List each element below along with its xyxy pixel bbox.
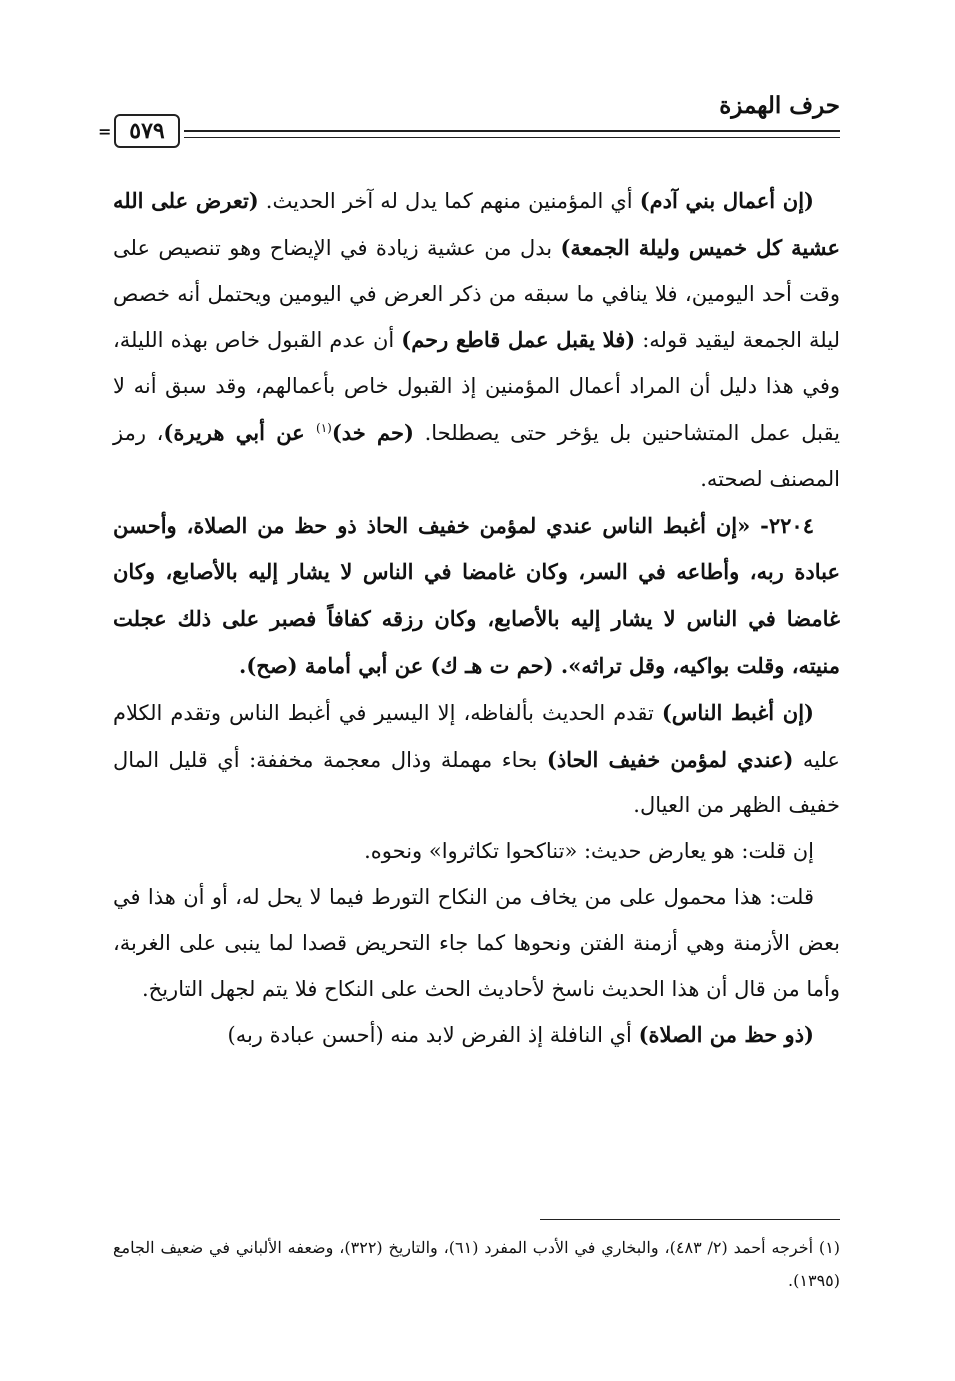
hadith-text: ٢٢٠٤- «إن أغبط الناس عندي لمؤمن خفيف الحاذ ذو حظ من الصلاة، وأحسن عبادة ربه، وأطاعه في السر، وكان غامضا في الناس لا يشار إليه بالأصابع، وكان غامضا في الناس لا يشار إليه بالأصابع، وكان رزقه كفافاً فصبر على ذلك عجلت منيته، وقلت بواكيه، وقل تراثه». (حم ت هـ ك) عن أبي أمامة (صح). [113,512,840,678]
quote-2: (تعرض على الله عشية كل خميس وليلة الجمعة) [113,188,840,260]
narrator: عن أبي هريرة) [163,419,316,445]
page-header [98,92,840,156]
paragraph-5: قلت: هذا محمول على من يخاف من النكاح التورط فيما لا يحل له، أو أن هذا في بعض الأزمنة وهي أزمنة الفتن ونحوها كما جاء التحريض قصدا لما ينبى على الغربة، وأما من قال أن هذا الحديث ناسخ لأحاديث الحث على النكاح فلا يتم لجهل التاريخ. [113,884,840,1001]
main-text [113,178,840,1059]
header-rule-dash: = [98,122,112,141]
commentary-4: ، رمز المصنف لصحته. [113,420,840,491]
quote-1: (إن أعمال بني آدم) [639,188,814,213]
quote-6: (ذو حظ من الصلاة) [638,1022,814,1048]
commentary-1: أي المؤمنين منهم كما يدل له آخر الحديث. [258,189,640,213]
source-code: (حم خد) [331,419,414,445]
quote-4: (إن أغبط الناس) [661,699,814,725]
commentary-6: بحاء مهملة وذال معجمة مخففة: أي قليل المال خفيف الظهر من العيال. [113,747,840,818]
quote-5: (عندي لمؤمن خفيف الحاذ) [546,746,794,772]
footnote-1: (١) أخرجه أحمد (٢/ ٤٨٣)، والبخاري في الأدب المفرد (٦١)، والتاريخ (٣٢٢)، وضعفه الألباني في ضعيف الجامع (١٣٩٥). [113,1238,841,1290]
commentary-7: أي النافلة إذ الفرض لابد منه (أحسن عبادة ربه) [227,1023,639,1048]
paragraph-6 [113,1012,840,1059]
commentary-5: تقدم الحديث بألفاظه، إلا اليسير في أغبط الناس وتقدم الكلام عليه [113,700,840,772]
paragraph-3 [113,690,840,829]
hadith-2204 [113,503,840,690]
page-number: ٥٧٩ [114,114,180,148]
footnotes [113,1231,840,1297]
header-rule [184,130,840,138]
quote-3: (فلا يقبل عمل قاطع رحم) [401,327,636,353]
footnote-rule [540,1219,840,1220]
commentary-3: أن عدم القبول خاص بهذه الليلة، وفي هذا دليل أن المراد أعمال المؤمنين إذ القبول خاص بأعمالهم، وقد سبق أنه لا يقبل عمل المتشاحنين بل يؤخر حتى يصطلحا. [113,328,840,445]
paragraph-4: إن قلت: هو يعارض حديث: «تناكحوا تكاثروا» ونحوه. [364,839,814,864]
commentary-2: بدل من عشية زيادة في الإيضاح وهو تنصيص على وقت أحد اليومين، فلا ينافي ما سبقه من ذكر العرض في اليومين ويحتمل أنه خصص ليلة الجمعة ليقيد قوله: [113,235,840,353]
chapter-title: حرف الهمزة [719,92,840,119]
footnote-ref[interactable]: (١) [316,420,332,435]
paragraph-1 [113,178,840,503]
